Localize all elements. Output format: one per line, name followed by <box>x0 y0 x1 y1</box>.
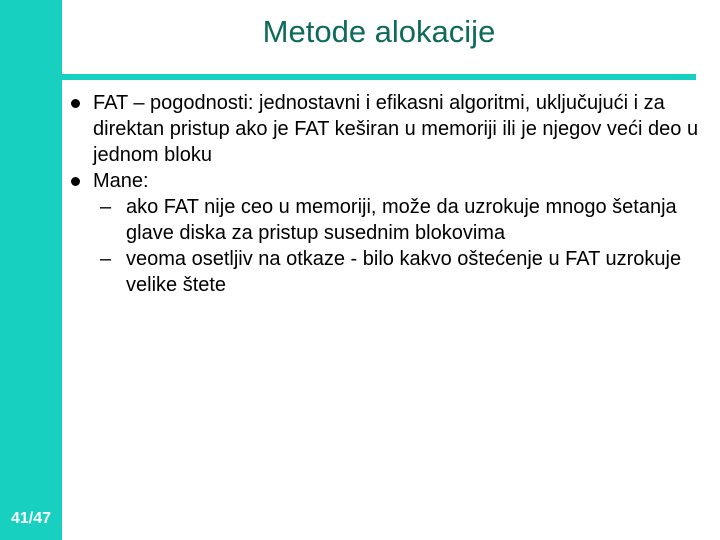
bullet-dot-icon <box>71 99 80 108</box>
left-sidebar-bar <box>0 0 62 540</box>
bullet-dot-icon <box>71 177 80 186</box>
page-number: 41/47 <box>10 510 52 527</box>
dash-marker: – <box>100 248 112 270</box>
slide-title: Metode alokacije <box>262 14 496 49</box>
bullet-text: FAT – pogodnosti: jednostavni i efikasni algoritmi, uključujući i za direktan pristup ako je FAT keširan u memoriji ili je njegov veći deo u jednom bloku <box>93 92 699 166</box>
bullet-item-disadvantages <box>62 168 702 194</box>
bullet-text: Mane: <box>93 170 149 192</box>
dash-marker: – <box>100 196 112 218</box>
title-underline <box>62 74 696 80</box>
slide-content <box>62 90 702 298</box>
sub-bullet-text: veoma osetljiv na otkaze - bilo kakvo oštećenje u FAT uzrokuje velike štete <box>126 248 682 296</box>
sub-bullet-item <box>62 246 702 298</box>
bullet-item-fat-advantages <box>62 90 702 168</box>
sub-bullet-text: ako FAT nije ceo u memoriji, može da uzrokuje mnogo šetanja glave diska za pristup susednim blokovima <box>126 196 677 244</box>
sub-bullet-item <box>62 194 702 246</box>
